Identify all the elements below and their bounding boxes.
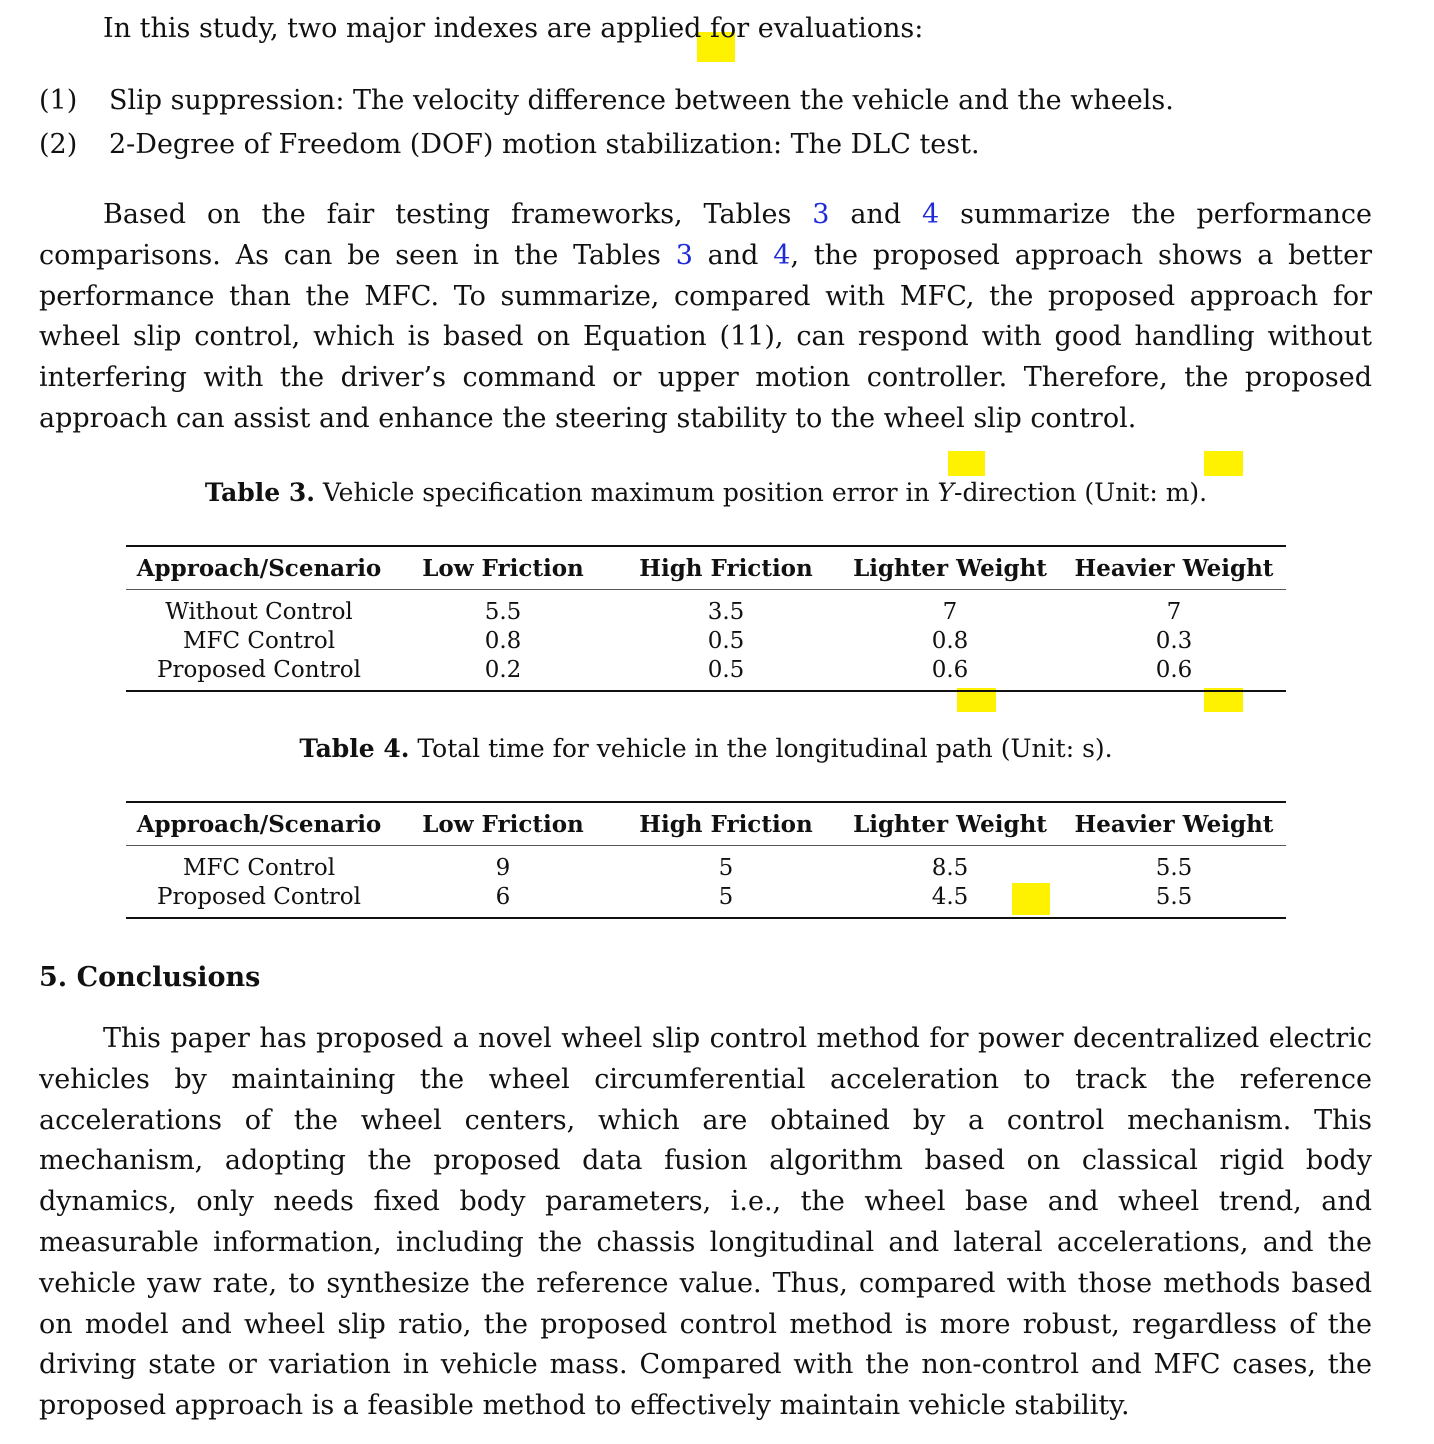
caption-text: -direction (Unit: m). bbox=[954, 478, 1208, 507]
table-row bbox=[126, 626, 1286, 655]
column-header: Lighter Weight bbox=[853, 554, 1047, 582]
table-3-link[interactable]: 3 bbox=[812, 199, 830, 230]
table-4 bbox=[126, 801, 1286, 919]
table-cell: 0.2 bbox=[484, 656, 522, 683]
table-4-link[interactable]: 4 bbox=[922, 199, 940, 230]
table-header-row bbox=[126, 802, 1286, 846]
list-text: 2-Degree of Freedom (DOF) motion stabilization: The DLC test. bbox=[109, 129, 980, 160]
list-text: Slip suppression: The velocity difference between the vehicle and the wheels. bbox=[109, 85, 1174, 116]
column-header: Approach/Scenario bbox=[136, 810, 382, 838]
table-4-caption bbox=[0, 734, 1412, 763]
table-cell: 6 bbox=[495, 883, 511, 910]
column-header: Approach/Scenario bbox=[136, 554, 382, 582]
table-row bbox=[126, 655, 1286, 691]
column-header: High Friction bbox=[639, 810, 813, 838]
list-item bbox=[39, 81, 1174, 121]
table-cell: Proposed Control bbox=[156, 656, 362, 683]
column-header: Low Friction bbox=[422, 554, 584, 582]
table-cell: 5 bbox=[718, 854, 734, 881]
caption-text: Total time for vehicle in the longitudinal path (Unit: s). bbox=[409, 734, 1113, 763]
text-run: and bbox=[692, 239, 774, 271]
table-cell: 5.5 bbox=[1155, 854, 1193, 881]
table-header-row bbox=[126, 546, 1286, 590]
table-label: Table 3. bbox=[204, 478, 315, 507]
table-cell: 0.8 bbox=[931, 627, 969, 654]
text-run: , the proposed approach shows a better performance than the MFC. To summarize, compared with MFC, the proposed approach for wheel slip control, which is based on Equation (11), can respond with good handling without interfering with the driver’s command or upper motion controller. Therefore, the proposed approach can assist and enhance the steering stability to the wheel slip control. bbox=[39, 239, 1372, 434]
table-row bbox=[126, 590, 1286, 627]
table-cell: 9 bbox=[495, 854, 511, 881]
table-cell: 0.3 bbox=[1155, 627, 1193, 654]
list-item bbox=[39, 125, 980, 165]
list-number: (2) bbox=[39, 129, 78, 160]
table-3-caption bbox=[0, 478, 1412, 507]
results-paragraph bbox=[39, 195, 1372, 440]
table-cell: Proposed Control bbox=[156, 883, 362, 910]
table-cell: 3.5 bbox=[707, 598, 745, 625]
table-label: Table 4. bbox=[299, 734, 410, 763]
table-cell: 4.5 bbox=[931, 883, 969, 910]
caption-variable: Y bbox=[937, 478, 955, 507]
column-header: High Friction bbox=[639, 554, 813, 582]
table-3 bbox=[126, 545, 1286, 692]
table-cell: 5 bbox=[718, 883, 734, 910]
table-cell: 7 bbox=[942, 598, 958, 625]
column-header: Heavier Weight bbox=[1074, 554, 1274, 582]
highlight-mark bbox=[1204, 451, 1243, 476]
table-4-link[interactable]: 4 bbox=[773, 239, 791, 271]
table-cell: MFC Control bbox=[182, 854, 336, 881]
table-cell: 0.5 bbox=[707, 627, 745, 654]
text-run: and bbox=[829, 199, 923, 230]
table-cell: 0.6 bbox=[1155, 656, 1193, 683]
table-cell: MFC Control bbox=[182, 627, 336, 654]
table-cell: 0.5 bbox=[707, 656, 745, 683]
table-cell: 8.5 bbox=[931, 854, 969, 881]
text-run: Based on the fair testing frameworks, Tables bbox=[103, 199, 813, 230]
table-cell: 5.5 bbox=[1155, 883, 1193, 910]
table-row bbox=[126, 882, 1286, 918]
column-header: Low Friction bbox=[422, 810, 584, 838]
table-row bbox=[126, 846, 1286, 883]
section-heading: 5. Conclusions bbox=[39, 962, 261, 993]
highlight-mark bbox=[948, 451, 985, 476]
table-cell: 0.6 bbox=[931, 656, 969, 683]
table-cell: 0.8 bbox=[484, 627, 522, 654]
column-header: Lighter Weight bbox=[853, 810, 1047, 838]
column-header: Heavier Weight bbox=[1074, 810, 1274, 838]
table-cell: 7 bbox=[1166, 598, 1182, 625]
caption-text: Vehicle specification maximum position error in bbox=[314, 478, 938, 507]
table-cell: 5.5 bbox=[484, 598, 522, 625]
text-run: summarize the performance comparisons. As can be seen in the Tables bbox=[39, 199, 1372, 271]
conclusions-paragraph: This paper has proposed a novel wheel slip control method for power decentralized electric vehicles by maintaining the wheel circumferential acceleration to track the reference accelerations of the wheel centers, which are obtained by a control mechanism. This mechanism, adopting the proposed data fusion algorithm based on classical rigid body dynamics, only needs fixed body parameters, i.e., the wheel base and wheel trend, and measurable information, including the chassis longitudinal and lateral accelerations, and the vehicle yaw rate, to synthesize the reference value. Thus, compared with those methods based on model and wheel slip ratio, the proposed control method is more robust, regardless of the driving state or variation in vehicle mass. Compared with the non-control and MFC cases, the proposed approach is a feasible method to effectively maintain vehicle stability. bbox=[39, 1023, 1372, 1422]
intro-paragraph: In this study, two major indexes are applied for evaluations: bbox=[103, 13, 924, 44]
table-3-link[interactable]: 3 bbox=[675, 239, 693, 271]
table-cell: Without Control bbox=[165, 598, 353, 625]
list-number: (1) bbox=[39, 85, 78, 116]
